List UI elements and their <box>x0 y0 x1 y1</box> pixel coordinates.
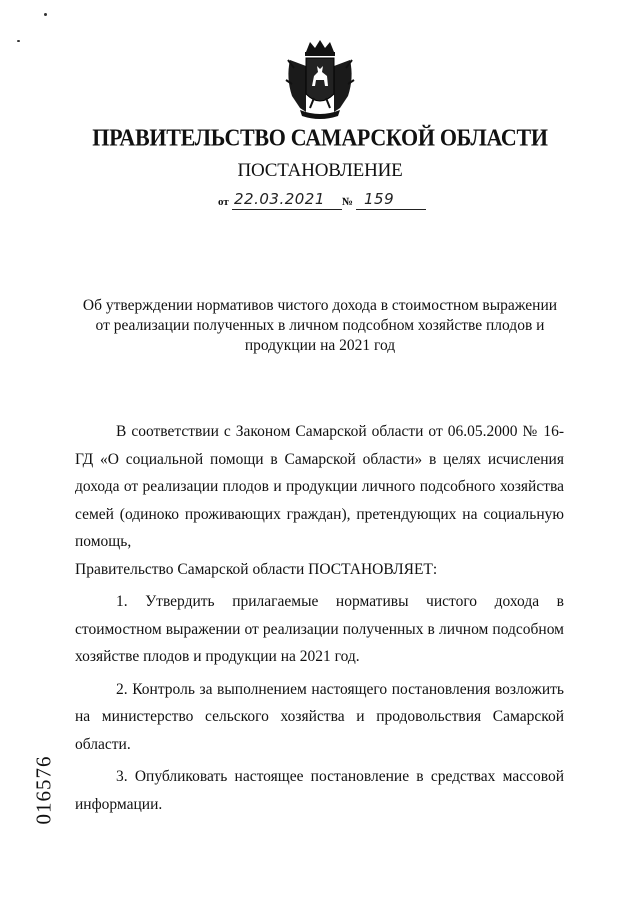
scan-speck <box>17 40 20 42</box>
samara-coat-of-arms-icon <box>284 38 356 120</box>
document-type: ПОСТАНОВЛЕНИЕ <box>237 160 403 181</box>
serial-number-text: 016576 <box>31 755 56 825</box>
government-title: ПРАВИТЕЛЬСТВО САМАРСКОЙ ОБЛАСТИ <box>92 123 548 151</box>
date-underline <box>232 209 342 210</box>
serial-number <box>22 755 66 825</box>
scan-speck <box>44 13 47 16</box>
subject-line: Об утверждении нормативов чистого дохода в стоимостном выражении <box>82 297 558 314</box>
number-handwritten: 159 <box>364 190 395 208</box>
item-paragraph: 1. Утвердить прилагаемые нормативы чистого дохода в стоимостном выражении от реализации полученных в личном подсобном хозяйстве плодов и продукции на 2021 год. <box>75 593 564 665</box>
number-label: № <box>342 196 354 208</box>
subject-line: продукции на 2021 год <box>244 337 396 354</box>
item-paragraph: 2. Контроль за выполнением настоящего постановления возложить на министерство сельского хозяйства и продовольствия Самарской области. <box>75 680 564 753</box>
number-underline <box>356 209 426 210</box>
subject-line: от реализации полученных в личном подсобном хозяйстве плодов и <box>95 317 545 334</box>
item-paragraph: 3. Опубликовать настоящее постановление в средствах массовой информации. <box>75 768 564 813</box>
preamble-paragraph: В соответствии с Законом Самарской области от 06.05.2000 № 16-ГД «О социальной помощи в Самарской области» в целях исчисления дохода от реализации плодов и продукции личного подсобного хозяйства семей (одиноко проживающих граждан), претендующих на социальную помощь, <box>75 423 564 550</box>
decree-line: Правительство Самарской области ПОСТАНОВЛЯЕТ: <box>75 560 438 578</box>
date-number-line <box>218 190 428 214</box>
date-label: от <box>218 196 229 208</box>
date-handwritten: 22.03.2021 <box>234 190 325 208</box>
document-subject <box>80 296 560 356</box>
document-body <box>75 418 564 818</box>
